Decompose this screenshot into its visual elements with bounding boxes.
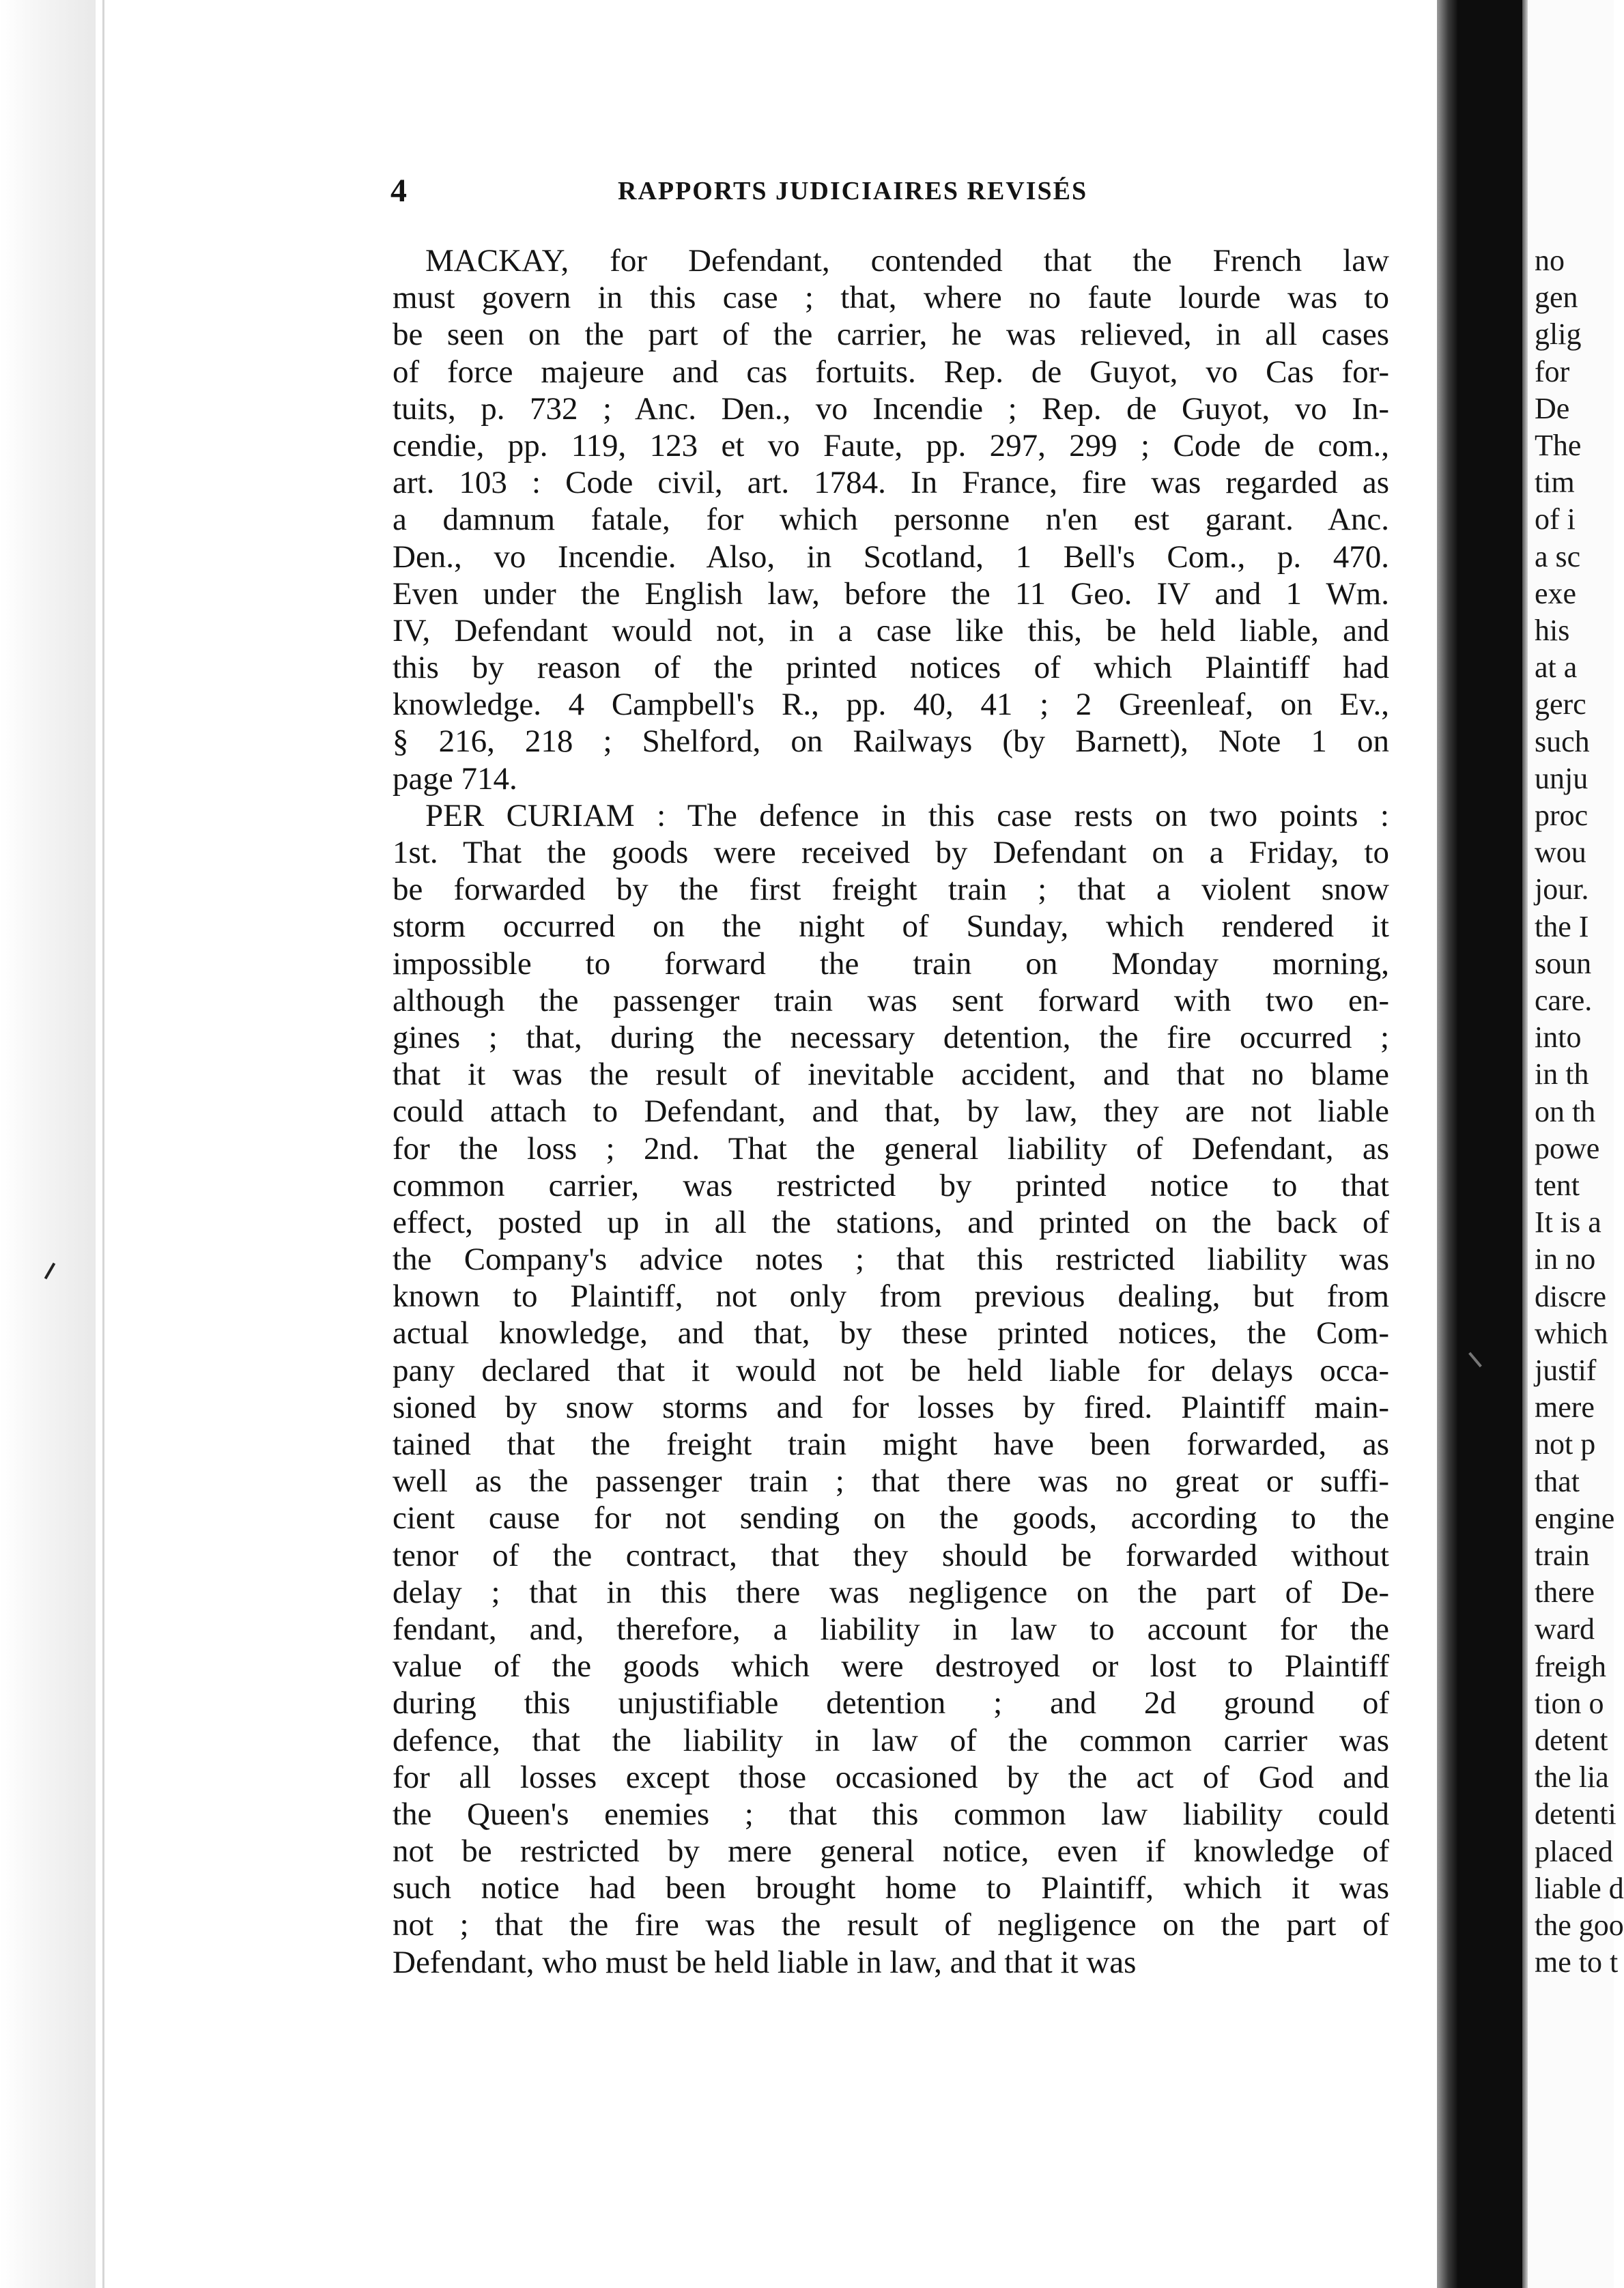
text-line: knowledge. 4 Campbell's R., pp. 40, 41 ; 2 Greenleaf, on Ev., [393,687,1389,723]
text-line: such notice had been brought home to Plaintiff, which it was [393,1870,1389,1906]
facing-page-line: detenti [1535,1797,1616,1831]
text-line: not be restricted by mere general notice, even if knowledge of [393,1833,1389,1870]
text-line: pany declared that it would not be held liable for delays occa- [393,1352,1389,1388]
facing-page-line: of i [1535,502,1576,537]
body-text [393,242,1389,1981]
text-line: tained that the freight train might have been forwarded, as [393,1427,1389,1462]
facing-page-line: mere [1535,1390,1595,1425]
facing-page-line: no [1535,244,1565,277]
text-line: although the passenger train was sent forward with two en- [393,982,1389,1018]
facing-page-line: The [1535,429,1582,462]
facing-page-line: engine [1535,1501,1615,1535]
text-line: well as the passenger train ; that there was no great or suffi- [393,1463,1389,1500]
text-line: effect, posted up in all the stations, and printed on the back of [393,1204,1389,1240]
text-line: value of the goods which were destroyed or lost to Plaintiff [393,1648,1389,1685]
facing-page-line: that [1535,1464,1580,1498]
text-line: actual knowledge, and that, by these printed notices, the Com- [393,1315,1389,1352]
page-edge-shadow [1437,0,1457,2288]
facing-page-line: proc [1535,799,1589,832]
facing-page-line: such [1535,724,1590,758]
text-line: cendie, pp. 119, 123 et vo Faute, pp. 297, 299 ; Code de com., [393,427,1389,463]
facing-page-line: discre [1535,1279,1607,1313]
facing-page-line: the I [1535,909,1589,943]
facing-page-line: at a [1535,650,1578,685]
facing-page-fragment [1528,0,1624,2288]
text-line: fendant, and, therefore, a liability in law to account for the [393,1611,1389,1647]
facing-page-line: freigh [1535,1649,1607,1683]
facing-page-line: liable d [1535,1871,1624,1905]
text-line: Den., vo Incendie. Also, in Scotland, 1 Bell's Com., p. 470. [393,539,1389,575]
facing-page-line: there [1535,1575,1595,1610]
facing-page-line: It is a [1535,1205,1601,1240]
gutter-highlight [1522,0,1528,2288]
text-line: not ; that the fire was the result of negligence on the part of [393,1907,1389,1943]
text-line: MACKAY, for Defendant, contended that the French law [425,243,1389,278]
text-line: of force majeure and cas fortuits. Rep. de Guyot, vo Cas for- [393,354,1389,390]
text-line: storm occurred on the night of Sunday, which rendered it [393,909,1389,945]
facing-page-line: train [1535,1539,1590,1572]
facing-page-line: me to t [1535,1945,1619,1979]
facing-page-line: glig [1535,317,1582,352]
text-line: gines ; that, during the necessary detention, the fire occurred ; [393,1019,1389,1055]
facing-page-line: into [1535,1020,1582,1055]
facing-page-line: which [1535,1316,1608,1350]
facing-page-line: in th [1535,1057,1589,1091]
text-line: for all losses except those occasioned by the act of God and [393,1759,1389,1795]
facing-page-line: placed [1535,1834,1613,1868]
text-line: Defendant, who must be held liable in law, and that it was [393,1944,1137,1980]
text-line: tuits, p. 732 ; Anc. Den., vo Incendie ; Rep. de Guyot, vo In- [393,390,1389,427]
facing-page-line: justif [1535,1354,1597,1387]
facing-page-line: tion o [1535,1686,1604,1720]
text-line: PER CURIAM : The defence in this case rests on two points : [425,797,1389,833]
facing-page-line: powe [1535,1131,1600,1165]
text-line: the Company's advice notes ; that this restricted liability was [393,1242,1389,1278]
facing-page-line: gerc [1535,687,1586,721]
scan-left-margin [0,0,96,2288]
facing-page-line: in no [1535,1242,1596,1276]
text-line: cient cause for not sending on the goods, according to the [393,1500,1389,1536]
text-line: this by reason of the printed notices of which Plaintiff had [393,650,1389,686]
facing-page-line: not p [1535,1427,1596,1461]
facing-page-line: for [1535,354,1570,388]
text-line: known to Plaintiff, not only from previous dealing, but from [393,1278,1389,1315]
running-title: RAPPORTS JUDICIAIRES REVISÉS [618,177,1088,205]
text-line: delay ; that in this there was negligence on the part of De- [393,1574,1389,1610]
text-line: could attach to Defendant, and that, by law, they are not liable [393,1093,1389,1130]
facing-page-line: care. [1535,984,1593,1017]
facing-page-line: jour. [1535,872,1589,906]
text-line: be forwarded by the first freight train ; that a violent snow [393,872,1389,908]
facing-page-line: the goo [1535,1908,1624,1942]
text-line: the Queen's enemies ; that this common law liability could [393,1796,1389,1832]
text-line: during this unjustifiable detention ; and 2d ground of [393,1685,1389,1721]
text-line: art. 103 : Code civil, art. 1784. In France, fire was regarded as [393,465,1389,501]
text-line: 1st. That the goods were received by Defendant on a Friday, to [393,835,1389,870]
page-number: 4 [390,173,407,209]
text-line: IV, Defendant would not, in a case like this, be held liable, and [393,612,1389,648]
facing-page-line: detent [1535,1724,1608,1757]
text-line: be seen on the part of the carrier, he was relieved, in all cases [393,317,1389,353]
facing-page-line: unju [1535,761,1589,795]
facing-page-line: tent [1535,1169,1580,1202]
text-line: page 714. [393,760,517,797]
text-line: § 216, 218 ; Shelford, on Railways (by Barnett), Note 1 on [393,724,1389,760]
text-line: common carrier, was restricted by printed notice to that [393,1167,1389,1203]
facing-page-line: exe [1535,576,1577,610]
text-line: a damnum fatale, for which personne n'en est garant. Anc. [393,502,1389,538]
facing-page-line: wou [1535,835,1586,870]
text-line: sioned by snow storms and for losses by fired. Plaintiff main- [393,1389,1389,1425]
facing-page-line: a sc [1535,539,1581,573]
text-line: that it was the result of inevitable accident, and that no blame [393,1057,1389,1093]
text-line: tenor of the contract, that they should be forwarded without [393,1537,1389,1573]
facing-page-line: the lia [1535,1760,1609,1794]
text-line: must govern in this case ; that, where no faute lourde was to [393,280,1389,316]
text-line: impossible to forward the train on Monday morning, [393,945,1389,982]
facing-page-line: soun [1535,946,1592,980]
text-line: Even under the English law, before the 11 Geo. IV and 1 Wm. [393,575,1389,612]
facing-page-line: his [1535,614,1570,647]
facing-page-line: De [1535,391,1570,425]
book-gutter [1457,0,1522,2288]
facing-page-line: tim [1535,466,1575,500]
text-line: defence, that the liability in law of the common carrier was [393,1722,1389,1758]
facing-page-line: gen [1535,281,1578,315]
facing-page-line: ward [1535,1612,1595,1646]
facing-page-line: on th [1535,1094,1596,1128]
text-line: for the loss ; 2nd. That the general liability of Defendant, as [393,1130,1389,1167]
